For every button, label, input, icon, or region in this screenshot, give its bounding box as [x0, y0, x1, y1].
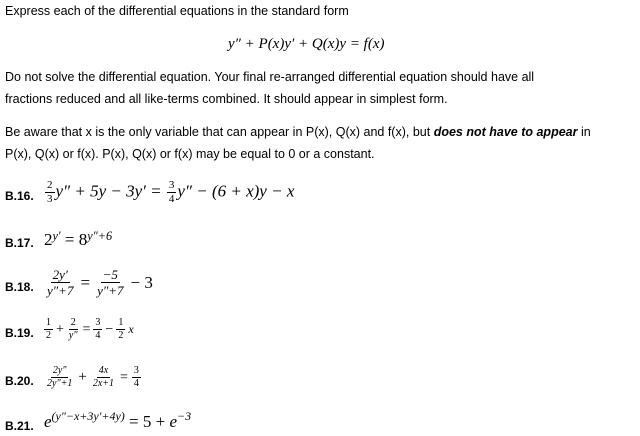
equation-b21 — [44, 409, 192, 432]
instructions-line-2: fractions reduced and all like-terms combined. It should appear in simplest form. — [5, 92, 448, 106]
fraction-3-4 — [93, 318, 102, 341]
fraction-right — [95, 268, 125, 297]
fraction-denominator: 2y″+1 — [47, 378, 73, 389]
fraction-3-4 — [167, 180, 177, 205]
problem-label-b18: B.18. — [5, 280, 34, 294]
fraction-numerator: 2 — [70, 317, 76, 328]
fraction-denominator: 3 — [47, 193, 53, 205]
equation-b18-tail: − 3 — [130, 272, 153, 292]
equation-b16-left-terms: y″ + 5y − 3y′ = — [55, 181, 162, 201]
note-emphasis: does not have to appear — [433, 125, 578, 139]
equals-sign: = — [82, 321, 91, 337]
fraction-denominator: 4 — [95, 330, 101, 341]
exponent: y″+6 — [87, 228, 113, 243]
fraction-denominator: y″+7 — [97, 283, 124, 298]
equation-b16 — [44, 180, 294, 205]
fraction-numerator: −5 — [102, 267, 118, 282]
note-line-1 — [5, 125, 591, 139]
plus-sign: + — [56, 321, 64, 337]
fraction-left — [45, 366, 74, 389]
exp-base: e — [44, 412, 52, 431]
exponent: (y″−x+3y′+4y) — [51, 409, 125, 424]
equals-sign: = — [60, 230, 79, 249]
fraction-2-3 — [45, 180, 55, 205]
fraction-denominator: 2x+1 — [92, 378, 115, 389]
equation-b18 — [44, 268, 153, 297]
problem-label-b21: B.21. — [5, 419, 34, 433]
minus-sign: − — [105, 321, 114, 337]
intro-line-1: Express each of the differential equations in the standard form — [5, 4, 349, 18]
fraction-denominator: y″+7 — [47, 283, 74, 298]
equals-sign: = — [80, 272, 91, 292]
exponent: y′ — [52, 228, 61, 243]
fraction-numerator: 3 — [168, 179, 175, 191]
fraction-numerator: 3 — [95, 317, 101, 328]
instructions-line-1: Do not solve the differential equation. Your final re-arranged differential equation should have all — [5, 70, 535, 84]
problem-label-b19: B.19. — [5, 326, 34, 340]
fraction-numerator: 1 — [118, 317, 124, 328]
fraction-denominator: 2 — [118, 330, 124, 341]
fraction-3-4 — [132, 366, 141, 389]
equation-b17 — [44, 230, 112, 250]
exp-base: 8 — [78, 230, 88, 249]
fraction-middle — [91, 366, 116, 389]
note-line-2: P(x), Q(x) or f(x). P(x), Q(x) or f(x) may be equal to 0 or a constant. — [5, 147, 375, 161]
fraction-numerator: 2y′ — [52, 267, 68, 282]
equals-sign: = — [120, 369, 128, 385]
variable-x: x — [128, 322, 134, 336]
fraction-1-2 — [116, 318, 125, 341]
note-text-a: Be aware that x is the only variable that can appear in P(x), Q(x) and f(x), but — [5, 125, 434, 139]
equation-b16-right-terms: y″ − (6 + x)y − x — [177, 181, 295, 201]
fraction-denominator: 2 — [46, 330, 51, 341]
exp-base: 2 — [44, 230, 53, 249]
plus-sign: + — [78, 369, 87, 385]
exp-base: e — [169, 412, 177, 431]
fraction-numerator: 2 — [47, 179, 53, 191]
exponent: −3 — [177, 409, 192, 424]
fraction-numerator: 1 — [46, 317, 51, 328]
equation-b20 — [44, 366, 142, 389]
problem-label-b20: B.20. — [5, 374, 34, 388]
fraction-left — [45, 268, 75, 297]
problem-label-b17: B.17. — [5, 236, 34, 250]
note-text-c: in — [577, 125, 591, 139]
equation-b21-middle: = 5 + — [124, 412, 170, 431]
fraction-numerator: 4x — [98, 365, 109, 376]
fraction-denominator: y″ — [68, 330, 78, 341]
fraction-numerator: 2y″ — [52, 365, 67, 376]
fraction-numerator: 3 — [133, 365, 139, 376]
standard-form-equation: y″ + P(x)y′ + Q(x)y = f(x) — [228, 36, 385, 52]
problem-label-b16: B.16. — [5, 189, 34, 203]
fraction-1-2 — [44, 318, 53, 341]
fraction-denominator: 4 — [133, 378, 139, 389]
fraction-denominator: 4 — [168, 193, 175, 205]
fraction-2-y — [67, 318, 80, 341]
equation-b19 — [43, 318, 134, 341]
